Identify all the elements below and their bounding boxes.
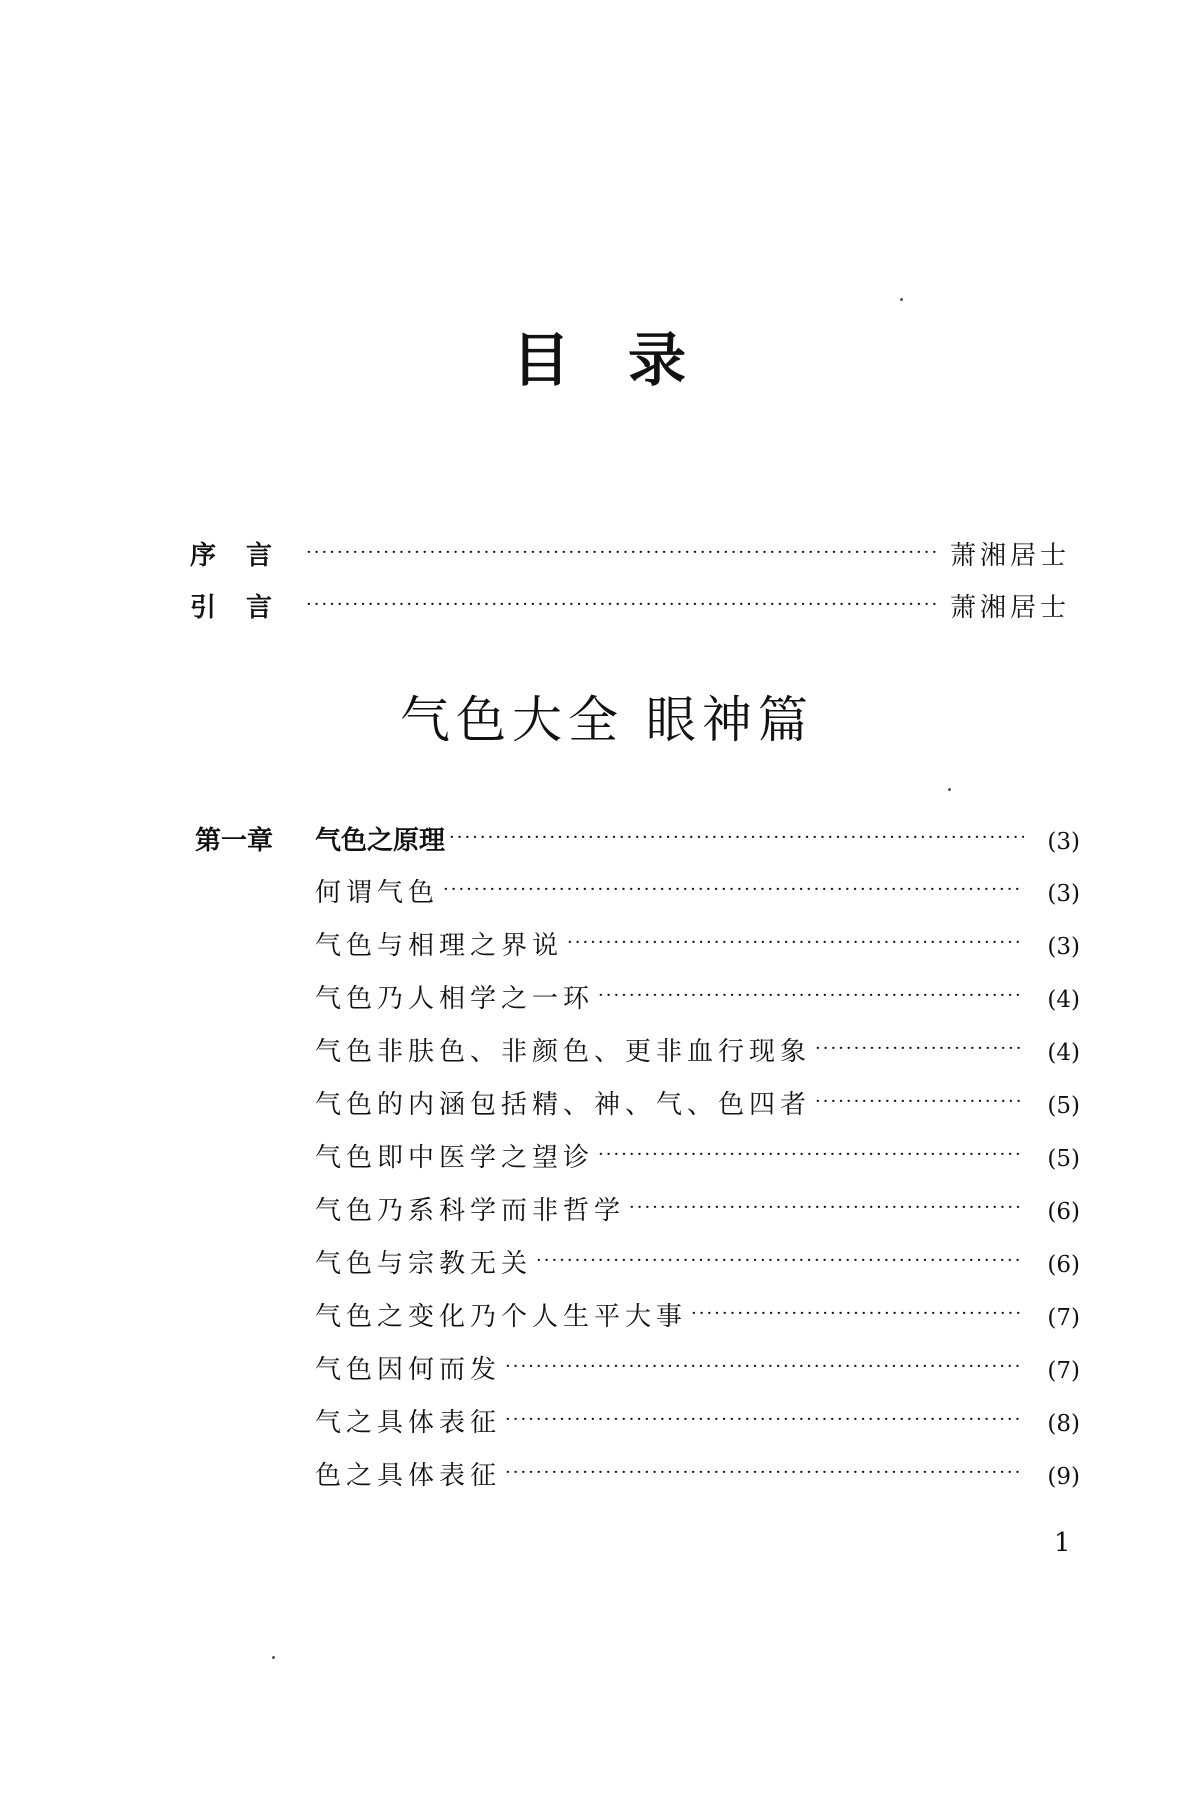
toc-entry-title: 气之具体表征	[315, 1408, 502, 1438]
dot-leader	[449, 827, 1024, 848]
toc-entry-title: 气色非肤色、非颜色、更非血行现象	[315, 1037, 812, 1067]
toc-entry[interactable]	[195, 978, 1080, 1031]
toc-entry-page: (6)	[1047, 1199, 1080, 1225]
toc-entry-page: (4)	[1047, 1040, 1080, 1066]
front-matter-author: 萧湘居士	[949, 593, 1070, 623]
toc-entry[interactable]	[195, 1402, 1080, 1455]
front-matter-row[interactable]	[190, 535, 1070, 587]
toc-entry[interactable]	[195, 1190, 1080, 1243]
scan-speck	[900, 298, 903, 301]
toc-entry-title: 何谓气色	[315, 878, 440, 908]
toc-entry-page: (7)	[1047, 1305, 1080, 1331]
toc-entry-page: (3)	[1047, 881, 1080, 907]
dot-leader	[505, 1462, 1024, 1483]
toc-entry-page: (5)	[1047, 1093, 1080, 1119]
toc-entry-page: (4)	[1047, 987, 1080, 1013]
dot-leader	[691, 1303, 1024, 1324]
dot-leader	[598, 985, 1024, 1006]
dot-leader	[505, 1356, 1024, 1377]
dot-leader	[598, 1144, 1024, 1165]
toc-entry-page: (3)	[1047, 934, 1080, 960]
dot-leader	[443, 879, 1024, 900]
toc-entry[interactable]	[195, 1031, 1080, 1084]
part-title: 气色大全 眼神篇	[400, 691, 814, 749]
scan-speck	[272, 1656, 275, 1659]
dot-leader	[306, 542, 940, 563]
toc-entry-title: 气色即中医学之望诊	[315, 1143, 595, 1173]
toc-entry-page: (7)	[1047, 1358, 1080, 1384]
toc-entry[interactable]	[195, 1296, 1080, 1349]
toc-entry-page: (9)	[1047, 1464, 1080, 1490]
toc-entry-title: 气色因何而发	[315, 1355, 502, 1385]
dot-leader	[505, 1409, 1024, 1430]
chapter-title: 气色之原理	[315, 826, 446, 856]
dot-leader	[815, 1038, 1024, 1059]
toc-entry[interactable]	[195, 925, 1080, 978]
toc-entry[interactable]	[195, 1243, 1080, 1296]
toc-entry[interactable]	[195, 1455, 1080, 1508]
front-matter-label: 序言	[190, 541, 303, 571]
toc-entry[interactable]	[195, 1084, 1080, 1137]
table-of-contents	[195, 820, 1080, 1508]
toc-entry-page: (5)	[1047, 1146, 1080, 1172]
toc-entry-page: (8)	[1047, 1411, 1080, 1437]
toc-entry[interactable]	[195, 1137, 1080, 1190]
toc-entry-title: 色之具体表征	[315, 1461, 502, 1491]
toc-entry-title: 气色之变化乃个人生平大事	[315, 1302, 688, 1332]
toc-entry-page: (6)	[1047, 1252, 1080, 1278]
chapter-page-ref: (3)	[1047, 829, 1080, 855]
toc-entry-title: 气色与相理之界说	[315, 931, 564, 961]
dot-leader	[536, 1250, 1024, 1271]
dot-leader	[567, 932, 1024, 953]
dot-leader	[306, 594, 940, 615]
dot-leader	[815, 1091, 1024, 1112]
toc-entry-title: 气色与宗教无关	[315, 1249, 533, 1279]
front-matter-row[interactable]	[190, 587, 1070, 639]
scan-speck	[948, 788, 951, 791]
toc-entry[interactable]	[195, 1349, 1080, 1402]
toc-entry-title: 气色的内涵包括精、神、气、色四者	[315, 1090, 812, 1120]
chapter-heading-row[interactable]	[195, 820, 1080, 872]
toc-entry-title: 气色乃人相学之一环	[315, 984, 595, 1014]
dot-leader	[629, 1197, 1024, 1218]
page-number: 1	[1054, 1528, 1071, 1558]
toc-entry[interactable]	[195, 872, 1080, 925]
chapter-number: 第一章	[195, 826, 274, 856]
front-matter-list	[190, 535, 1070, 639]
page-title: 目录	[511, 326, 744, 394]
front-matter-author: 萧湘居士	[949, 541, 1070, 571]
toc-entry-title: 气色乃系科学而非哲学	[315, 1196, 626, 1226]
front-matter-label: 引言	[190, 593, 303, 623]
